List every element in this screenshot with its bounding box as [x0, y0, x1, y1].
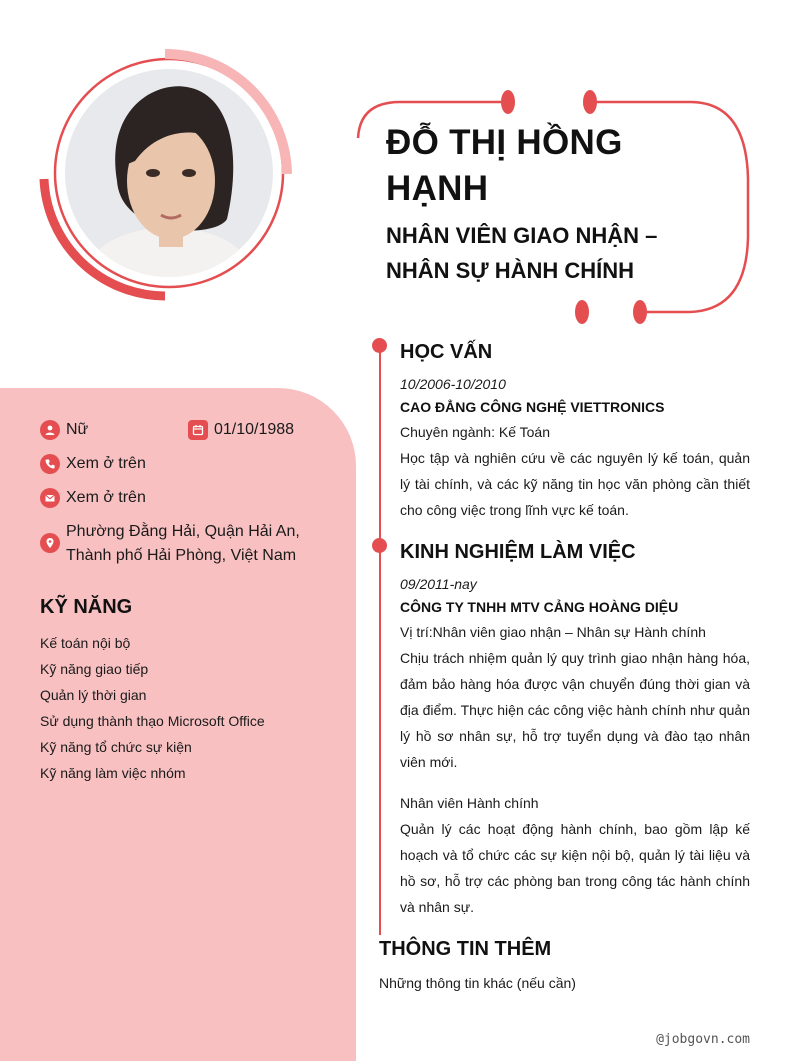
- address-text: Phường Đằng Hải, Quận Hải An, Thành phố Hải Phòng, Việt Nam: [66, 523, 300, 564]
- gender-text: Nữ: [66, 421, 89, 438]
- extra-title: THÔNG TIN THÊM: [379, 938, 552, 960]
- user-icon: [40, 420, 60, 440]
- skill-item: Kỹ năng giao tiếp: [40, 661, 149, 677]
- email-row: [40, 486, 146, 510]
- experience-role-description: Quản lý các hoạt động hành chính, bao gồm lập kế hoạch và tổ chức các sự kiện nội bộ, quản lý tài liệu và hồ sơ, hỗ trợ các phòng ban trong công tác hành chính và nhân sự.: [400, 821, 750, 915]
- timeline-line: [379, 345, 381, 935]
- timeline-dot: [372, 338, 387, 353]
- email-text: Xem ở trên: [66, 489, 146, 506]
- birthday-row: [188, 418, 294, 442]
- candidate-name: ĐỖ THỊ HỒNG HẠNH: [386, 123, 623, 208]
- location-icon: [40, 533, 60, 553]
- skills-title: KỸ NĂNG: [40, 596, 133, 618]
- experience-company: CÔNG TY TNHH MTV CẢNG HOÀNG DIỆU: [400, 599, 679, 615]
- avatar: [65, 69, 273, 277]
- education-title: HỌC VẤN: [400, 341, 493, 363]
- experience-role: Nhân viên Hành chính: [400, 795, 539, 811]
- experience-title: KINH NGHIỆM LÀM VIỆC: [400, 541, 636, 563]
- job-title: NHÂN VIÊN GIAO NHẬN – NHÂN SỰ HÀNH CHÍNH: [386, 223, 658, 283]
- timeline-dot: [372, 538, 387, 553]
- education-school: CAO ĐẲNG CÔNG NGHỆ VIETTRONICS: [400, 399, 665, 415]
- mail-icon: [40, 488, 60, 508]
- skill-item: Kế toán nội bộ: [40, 635, 131, 651]
- skill-item: Kỹ năng làm việc nhóm: [40, 765, 186, 781]
- gender-row: [40, 418, 88, 442]
- avatar-frame: [38, 48, 298, 308]
- address-row: [40, 520, 340, 568]
- phone-text: Xem ở trên: [66, 455, 146, 472]
- education-major: Chuyên ngành: Kế Toán: [400, 424, 550, 440]
- skill-item: Quản lý thời gian: [40, 687, 147, 703]
- skills-list: [40, 630, 265, 786]
- experience-position: Vị trí:Nhân viên giao nhận – Nhân sự Hành chính: [400, 624, 706, 640]
- extra-text: Những thông tin khác (nếu cần): [379, 975, 576, 991]
- experience-date: 09/2011-nay: [400, 576, 477, 592]
- phone-row: [40, 452, 146, 476]
- education-description: Học tập và nghiên cứu về các nguyên lý kế toán, quản lý tài chính, và các kỹ năng tin học văn phòng cần thiết cho công việc trong lĩnh vực kế toán.: [400, 450, 750, 518]
- education-date: 10/2006-10/2010: [400, 376, 506, 392]
- phone-icon: [40, 454, 60, 474]
- footer-watermark: @jobgovn.com: [656, 1032, 750, 1047]
- skill-item: Sử dụng thành thạo Microsoft Office: [40, 713, 265, 729]
- skill-item: Kỹ năng tổ chức sự kiện: [40, 739, 192, 755]
- calendar-icon: [188, 420, 208, 440]
- avatar-photo-icon: [65, 69, 273, 277]
- birthday-text: 01/10/1988: [214, 421, 295, 438]
- experience-description: Chịu trách nhiệm quản lý quy trình giao nhận hàng hóa, đảm bảo hàng hóa được vận chuyển đúng thời gian và địa điểm. Thực hiện các công việc hành chính như quản lý hồ sơ nhân sự, hỗ trợ tuyển dụng và đào tạo nhân viên mới.: [400, 650, 750, 770]
